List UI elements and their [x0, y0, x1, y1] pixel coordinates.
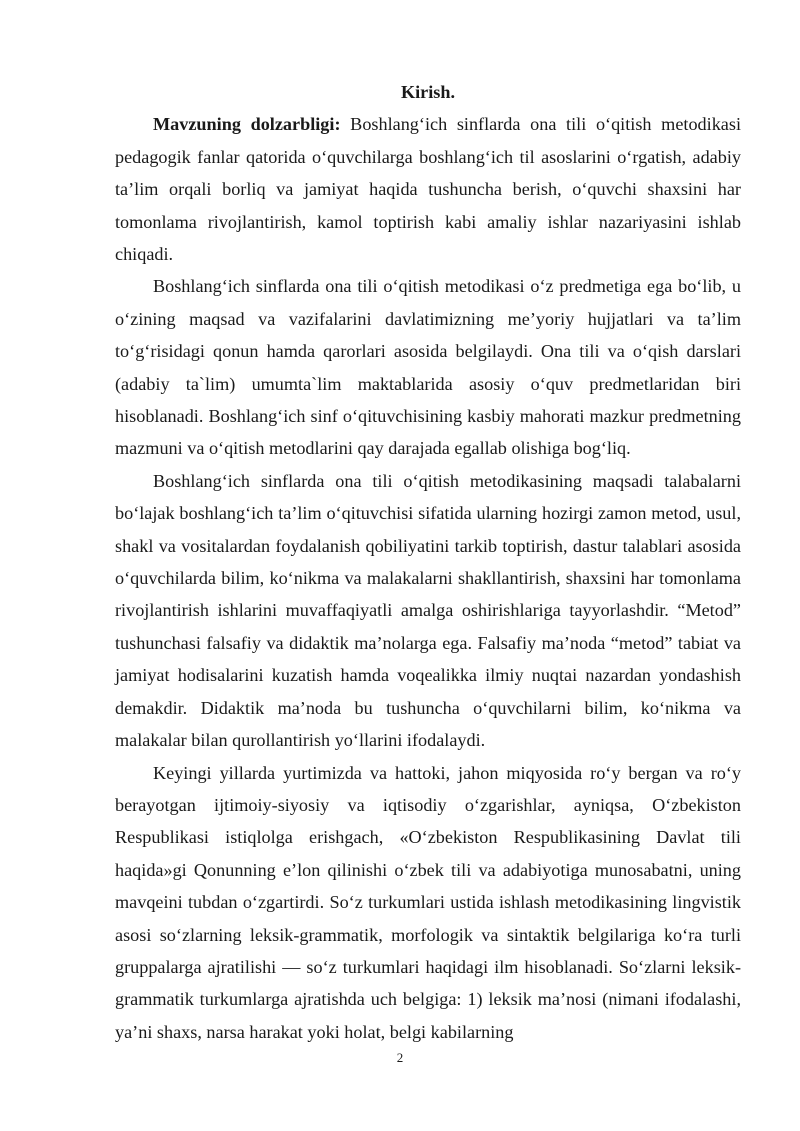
page-number: 2 — [396, 1050, 404, 1065]
paragraph-3: Boshlang‘ich sinflarda ona tili o‘qitish metodikasining maqsadi talabalarni bo‘lajak boshlang‘ich ta’lim o‘qituvchisi sifatida ularning hozirgi zamon metod, usul, shakl va vositalardan foydalanish qobiliyatini tarkib toptirish, dastur talablari asosida o‘quvchilarda bilim, ko‘nikma va malakalarni shakllantirish, shaxsini har tomonlama rivojlantirish ishlarini muvaffaqiyatli amalga oshirishlariga tayyorlashdir. “Metod” tushunchasi falsafiy va didaktik ma’nolarga ega. Falsafiy ma’noda “metod” tabiat va jamiyat hodisalarini kuzatish hamda voqealikka ilmiy nuqtai nazardan yondashish demakdir. Didaktik ma’noda bu tushuncha o‘quvchilarni bilim, ko‘nikma va malakalar bilan qurollantirish yo‘llarini ifodalaydi. — [115, 470, 741, 751]
paragraph-text: Boshlang‘ich sinflarda ona tili o‘qitish metodikasi pedagogik fanlar qatorida o‘quvchilarga boshlang‘ich til asoslarini o‘rgatish, adabiy ta’lim orqali borliq va jamiyat haqida tushuncha berish, o‘quvchi shaxsini har tomonlama rivojlantirish, kamol toptirish kabi amaliy ishlar nazariyasini ishlab chiqadi. — [115, 114, 741, 265]
paragraph-4: Keyingi yillarda yurtimizda va hattoki, jahon miqyosida ro‘y bergan va ro‘y berayotgan ijtimoiy-siyosiy va iqtisodiy o‘zgarishlar, ayniqsa, O‘zbekiston Respublikasi istiqlolga erishgach, «O‘zbekiston Respublikasining Davlat tili haqida»gi Qonunning e’lon qilinishi o‘zbek tili va adabiyotiga munosabatni, uning mavqeini tubdan o‘zgartirdi. So‘z turkumlari ustida ishlash metodikasining lingvistik asosi so‘zlarning leksik-grammatik, morfologik va sintaktik belgilariga ko‘ra turli gruppalarga ajratilishi — so‘z turkumlari haqidagi ilm hisoblanadi. So‘zlarni leksik-grammatik turkumlarga ajratishda uch belgiga: 1) leksik ma’nosi (nimani ifodalashi, ya’ni shaxs, narsa harakat yoki holat, belgi kabilarning — [115, 762, 741, 1042]
document-body — [115, 76, 741, 1048]
paragraph-2: Boshlang‘ich sinflarda ona tili o‘qitish metodikasi o‘z predmetiga ega bo‘lib, u o‘zining maqsad va vazifalarini davlatimizning me’yoriy hujjatlari va ta’lim to‘g‘risidagi qonun hamda qarorlari asosida belgilaydi. Ona tili va o‘qish darslari (adabiy ta`lim) umumta`lim maktablarida asosiy o‘quv predmetlaridan biri hisoblanadi. Boshlang‘ich sinf o‘qituvchisining kasbiy mahorati mazkur predmetning mazmuni va o‘qitish metodlarini qay darajada egallab olishiga bog‘liq. — [115, 276, 741, 459]
section-title: Kirish. — [400, 82, 456, 102]
paragraph-1 — [115, 108, 741, 270]
paragraph-lead: Mavzuning dolzarbligi: — [153, 114, 341, 135]
